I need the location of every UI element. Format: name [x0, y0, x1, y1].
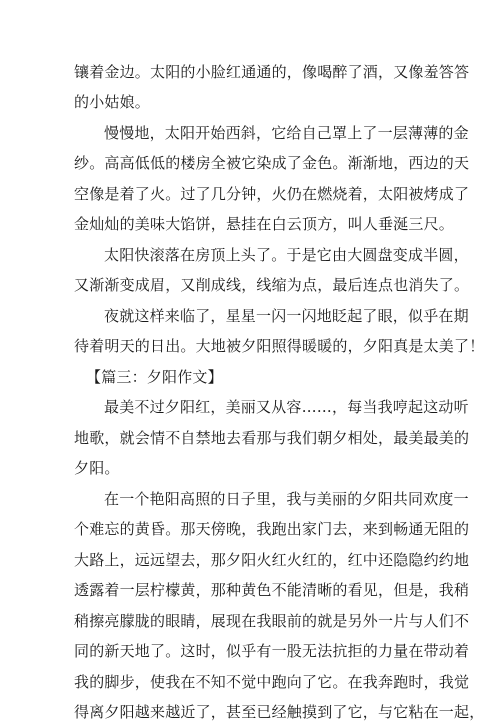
text-line: 空像是着了火。过了几分钟，火仍在燃烧着，太阳被烤成了 — [74, 185, 470, 203]
text-line: 个难忘的黄昏。那天傍晚，我跑出家门去，来到畅通无阻的 — [74, 520, 470, 538]
text-line: 待着明天的日出。大地被夕阳照得暖暖的，夕阳真是太美了！ — [74, 337, 485, 355]
text-line: 金灿灿的美味大馅饼，悬挂在白云顶方，叫人垂涎三尺。 — [74, 215, 455, 233]
text-line: 透露着一层柠檬黄，那种黄色不能清晰的看见，但是，我稍 — [74, 581, 470, 599]
paragraph-first-line: 慢慢地，太阳开始西斜，它给自己罩上了一层薄薄的金 — [104, 124, 469, 142]
text-line: 稍擦亮朦胧的眼睛，展现在我眼前的就是另外一片与人们不 — [74, 612, 470, 630]
section-heading: 【篇三：夕阳作文】 — [86, 368, 223, 386]
text-line: 得离夕阳越来越近了，甚至已经触摸到了它，与它粘在一起， — [74, 703, 485, 721]
paragraph-first-line: 太阳快滚落在房顶上头了。于是它由大圆盘变成半圆， — [104, 246, 469, 264]
text-line: 同的新天地了。这时，似乎有一股无法抗拒的力量在带动着 — [74, 642, 470, 660]
paragraph-first-line: 夜就这样来临了，星星一闪一闪地眨起了眼，似乎在期 — [104, 307, 469, 325]
text-line: 纱。高高低低的楼房全被它染成了金色。渐渐地，西边的天 — [74, 154, 470, 172]
text-line: 又渐渐变成眉，又削成线，线缩为点，最后连点也消失了。 — [74, 276, 470, 294]
text-line: 夕阳。 — [74, 459, 120, 477]
text-line: 我的脚步，使我在不知不觉中跑向了它。在我奔跑时，我觉 — [74, 673, 470, 691]
paragraph-first-line: 最美不过夕阳红，美丽又从容……，每当我哼起这动听 — [104, 398, 469, 416]
text-line: 大路上，远远望去，那夕阳火红火红的，红中还隐隐约约地 — [74, 551, 470, 569]
text-line: 镶着金边。太阳的小脸红通通的，像喝醉了酒，又像羞答答 — [74, 63, 470, 81]
paragraph-first-line: 在一个艳阳高照的日子里，我与美丽的夕阳共同欢度一 — [104, 490, 469, 508]
text-line: 的小姑娘。 — [74, 93, 151, 111]
text-line: 地歌，就会情不自禁地去看那与我们朝夕相处，最美最美的 — [74, 429, 470, 447]
